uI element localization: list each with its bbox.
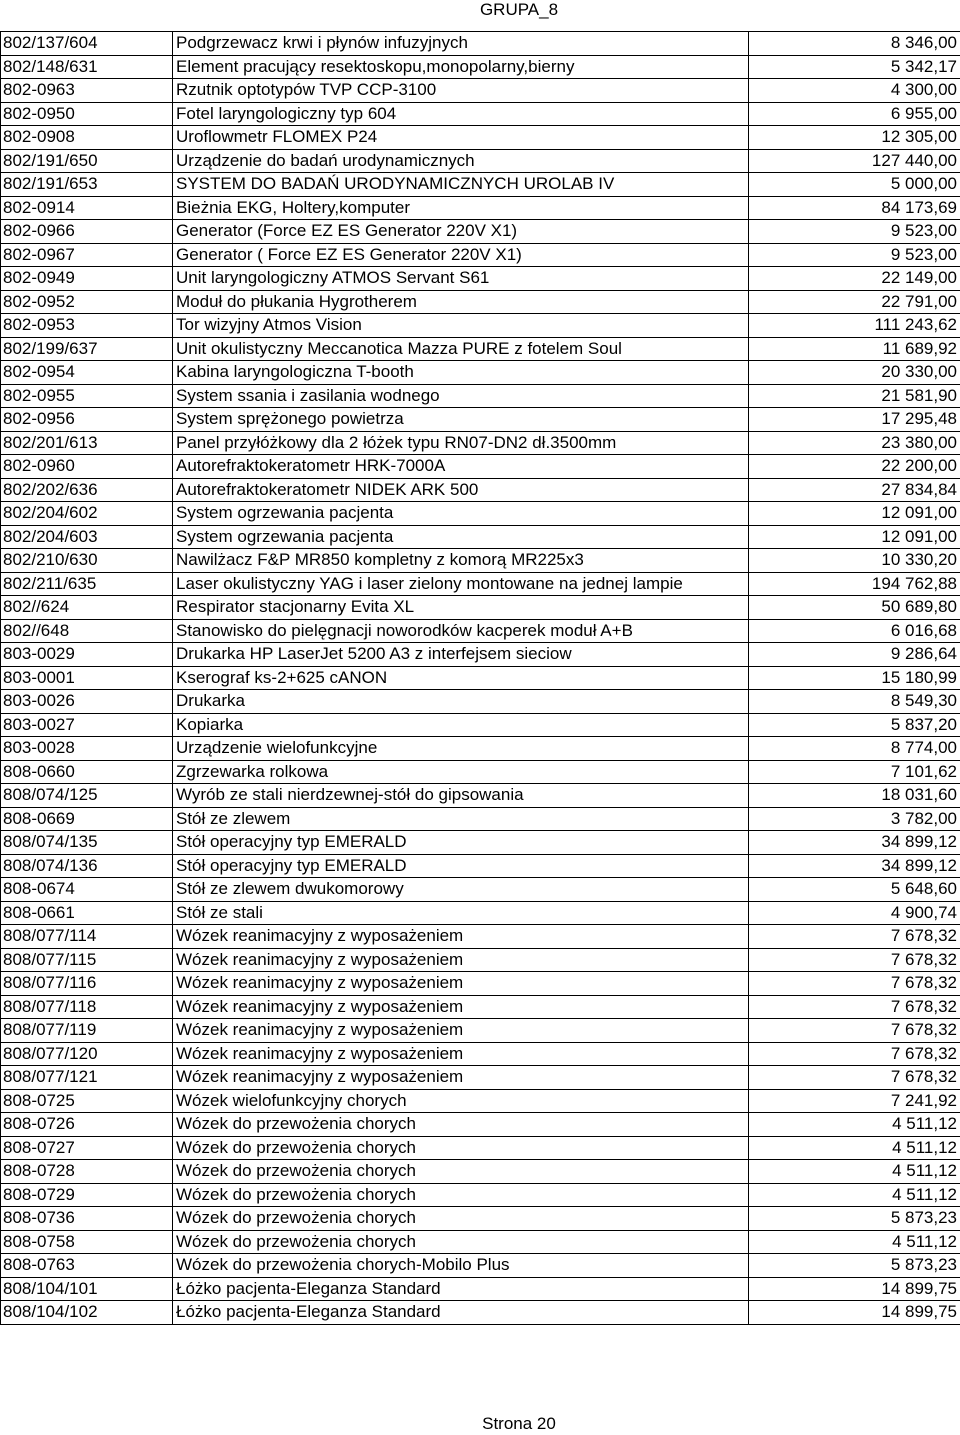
- item-name-cell: Kopiarka: [173, 713, 749, 737]
- item-value-cell: 84 173,69: [749, 196, 960, 220]
- table-row: [1, 408, 960, 432]
- item-name-cell: Wózek reanimacyjny z wyposażeniem: [173, 1042, 749, 1066]
- item-value-cell: 23 380,00: [749, 431, 960, 455]
- item-name-cell: Wózek do przewożenia chorych: [173, 1160, 749, 1184]
- item-value-cell: 8 549,30: [749, 690, 960, 714]
- item-name-cell: Wózek reanimacyjny z wyposażeniem: [173, 972, 749, 996]
- table-row: [1, 807, 960, 831]
- table-row: [1, 55, 960, 79]
- item-value-cell: 7 678,32: [749, 1042, 960, 1066]
- item-value-cell: 7 101,62: [749, 760, 960, 784]
- table-row: [1, 643, 960, 667]
- inventory-code-cell: 803-0001: [1, 666, 173, 690]
- inventory-code-cell: 808/104/102: [1, 1301, 173, 1325]
- item-name-cell: Unit okulistyczny Meccanotica Mazza PURE z fotelem Soul: [173, 337, 749, 361]
- item-value-cell: 9 523,00: [749, 220, 960, 244]
- item-value-cell: 9 286,64: [749, 643, 960, 667]
- item-name-cell: Wózek do przewożenia chorych: [173, 1183, 749, 1207]
- table-row: [1, 1019, 960, 1043]
- table-row: [1, 337, 960, 361]
- item-value-cell: 20 330,00: [749, 361, 960, 385]
- item-name-cell: Zgrzewarka rolkowa: [173, 760, 749, 784]
- item-value-cell: 8 346,00: [749, 32, 960, 56]
- inventory-code-cell: 802-0908: [1, 126, 173, 150]
- table-row: [1, 713, 960, 737]
- table-row: [1, 455, 960, 479]
- inventory-code-cell: 808/074/135: [1, 831, 173, 855]
- item-name-cell: Kabina laryngologiczna T-booth: [173, 361, 749, 385]
- item-value-cell: 7 678,32: [749, 948, 960, 972]
- inventory-code-cell: 803-0028: [1, 737, 173, 761]
- item-value-cell: 14 899,75: [749, 1277, 960, 1301]
- item-name-cell: Wózek reanimacyjny z wyposażeniem: [173, 1019, 749, 1043]
- item-name-cell: Stół ze zlewem: [173, 807, 749, 831]
- inventory-code-cell: 802/137/604: [1, 32, 173, 56]
- item-name-cell: Stanowisko do pielęgnacji noworodków kacperek moduł A+B: [173, 619, 749, 643]
- item-value-cell: 17 295,48: [749, 408, 960, 432]
- inventory-table-body: [1, 32, 960, 1325]
- inventory-code-cell: 808-0728: [1, 1160, 173, 1184]
- inventory-code-cell: 808-0669: [1, 807, 173, 831]
- item-value-cell: 5 342,17: [749, 55, 960, 79]
- item-name-cell: Wózek do przewożenia chorych: [173, 1113, 749, 1137]
- item-name-cell: System sprężonego powietrza: [173, 408, 749, 432]
- item-value-cell: 7 678,32: [749, 995, 960, 1019]
- item-value-cell: 111 243,62: [749, 314, 960, 338]
- item-value-cell: 7 678,32: [749, 1019, 960, 1043]
- page-number: Strona 20: [482, 1414, 556, 1433]
- table-row: [1, 1160, 960, 1184]
- table-row: [1, 972, 960, 996]
- table-row: [1, 1042, 960, 1066]
- item-value-cell: 15 180,99: [749, 666, 960, 690]
- table-row: [1, 149, 960, 173]
- table-row: [1, 1066, 960, 1090]
- item-name-cell: System ssania i zasilania wodnego: [173, 384, 749, 408]
- item-value-cell: 8 774,00: [749, 737, 960, 761]
- table-row: [1, 384, 960, 408]
- page-header: GRUPA_8: [479, 0, 559, 19]
- item-value-cell: 7 678,32: [749, 972, 960, 996]
- item-name-cell: Stół operacyjny typ EMERALD: [173, 854, 749, 878]
- item-value-cell: 4 300,00: [749, 79, 960, 103]
- inventory-code-cell: 802/210/630: [1, 549, 173, 573]
- inventory-code-cell: 808-0736: [1, 1207, 173, 1231]
- item-name-cell: System ogrzewania pacjenta: [173, 502, 749, 526]
- table-row: [1, 1089, 960, 1113]
- inventory-code-cell: 808/077/114: [1, 925, 173, 949]
- item-name-cell: Wózek reanimacyjny z wyposażeniem: [173, 948, 749, 972]
- item-value-cell: 5 873,23: [749, 1254, 960, 1278]
- inventory-code-cell: 802-0914: [1, 196, 173, 220]
- inventory-code-cell: 802//624: [1, 596, 173, 620]
- item-name-cell: Panel przyłóżkowy dla 2 łóżek typu RN07-DN2 dł.3500mm: [173, 431, 749, 455]
- inventory-code-cell: 808-0729: [1, 1183, 173, 1207]
- item-name-cell: System ogrzewania pacjenta: [173, 525, 749, 549]
- item-name-cell: Wózek wielofunkcyjny chorych: [173, 1089, 749, 1113]
- table-row: [1, 995, 960, 1019]
- item-value-cell: 7 241,92: [749, 1089, 960, 1113]
- inventory-code-cell: 802-0954: [1, 361, 173, 385]
- inventory-code-cell: 802-0966: [1, 220, 173, 244]
- inventory-code-cell: 803-0029: [1, 643, 173, 667]
- item-name-cell: Bieżnia EKG, Holtery,komputer: [173, 196, 749, 220]
- table-row: [1, 196, 960, 220]
- table-row: [1, 948, 960, 972]
- inventory-code-cell: 802-0963: [1, 79, 173, 103]
- item-name-cell: Stół ze stali: [173, 901, 749, 925]
- item-value-cell: 6 955,00: [749, 102, 960, 126]
- item-name-cell: Łóżko pacjenta-Eleganza Standard: [173, 1277, 749, 1301]
- table-row: [1, 1183, 960, 1207]
- item-name-cell: Wózek reanimacyjny z wyposażeniem: [173, 1066, 749, 1090]
- item-name-cell: Wózek reanimacyjny z wyposażeniem: [173, 995, 749, 1019]
- item-value-cell: 50 689,80: [749, 596, 960, 620]
- item-value-cell: 4 511,12: [749, 1113, 960, 1137]
- item-name-cell: Autorefraktokeratometr HRK-7000A: [173, 455, 749, 479]
- inventory-code-cell: 802-0949: [1, 267, 173, 291]
- table-row: [1, 361, 960, 385]
- item-value-cell: 4 511,12: [749, 1160, 960, 1184]
- item-name-cell: Drukarka HP LaserJet 5200 A3 z interfejsem sieciow: [173, 643, 749, 667]
- table-row: [1, 784, 960, 808]
- item-name-cell: Uroflowmetr FLOMEX P24: [173, 126, 749, 150]
- table-row: [1, 79, 960, 103]
- item-value-cell: 5 648,60: [749, 878, 960, 902]
- inventory-code-cell: 802-0967: [1, 243, 173, 267]
- inventory-code-cell: 808-0660: [1, 760, 173, 784]
- item-value-cell: 12 091,00: [749, 525, 960, 549]
- item-name-cell: Laser okulistyczny YAG i laser zielony montowane na jednej lampie: [173, 572, 749, 596]
- item-value-cell: 7 678,32: [749, 925, 960, 949]
- inventory-code-cell: 802-0953: [1, 314, 173, 338]
- item-value-cell: 4 511,12: [749, 1136, 960, 1160]
- item-name-cell: Tor wizyjny Atmos Vision: [173, 314, 749, 338]
- inventory-code-cell: 802/201/613: [1, 431, 173, 455]
- inventory-code-cell: 802/191/650: [1, 149, 173, 173]
- table-row: [1, 525, 960, 549]
- inventory-code-cell: 802/199/637: [1, 337, 173, 361]
- table-row: [1, 267, 960, 291]
- item-value-cell: 12 305,00: [749, 126, 960, 150]
- item-name-cell: Stół ze zlewem dwukomorowy: [173, 878, 749, 902]
- item-name-cell: Wózek do przewożenia chorych-Mobilo Plus: [173, 1254, 749, 1278]
- item-value-cell: 4 900,74: [749, 901, 960, 925]
- item-name-cell: Unit laryngologiczny ATMOS Servant S61: [173, 267, 749, 291]
- item-value-cell: 22 200,00: [749, 455, 960, 479]
- item-value-cell: 7 678,32: [749, 1066, 960, 1090]
- item-name-cell: Wyrób ze stali nierdzewnej-stół do gipsowania: [173, 784, 749, 808]
- inventory-table: [0, 31, 960, 1325]
- item-name-cell: Generator (Force EZ ES Generator 220V X1): [173, 220, 749, 244]
- table-row: [1, 1230, 960, 1254]
- table-row: [1, 572, 960, 596]
- inventory-code-cell: 802/148/631: [1, 55, 173, 79]
- table-row: [1, 173, 960, 197]
- inventory-code-cell: 803-0026: [1, 690, 173, 714]
- item-name-cell: Respirator stacjonarny Evita XL: [173, 596, 749, 620]
- item-value-cell: 22 791,00: [749, 290, 960, 314]
- item-value-cell: 4 511,12: [749, 1183, 960, 1207]
- item-name-cell: Wózek reanimacyjny z wyposażeniem: [173, 925, 749, 949]
- table-row: [1, 1254, 960, 1278]
- inventory-code-cell: 802/191/653: [1, 173, 173, 197]
- inventory-code-cell: 808/074/125: [1, 784, 173, 808]
- item-value-cell: 194 762,88: [749, 572, 960, 596]
- table-row: [1, 1136, 960, 1160]
- inventory-code-cell: 808/104/101: [1, 1277, 173, 1301]
- inventory-code-cell: 808/077/119: [1, 1019, 173, 1043]
- item-name-cell: Wózek do przewożenia chorych: [173, 1230, 749, 1254]
- table-row: [1, 690, 960, 714]
- item-name-cell: Kserograf ks-2+625 cANON: [173, 666, 749, 690]
- item-value-cell: 10 330,20: [749, 549, 960, 573]
- inventory-code-cell: 808-0661: [1, 901, 173, 925]
- table-row: [1, 1277, 960, 1301]
- item-name-cell: Element pracujący resektoskopu,monopolarny,bierny: [173, 55, 749, 79]
- item-name-cell: Moduł do płukania Hygrotherem: [173, 290, 749, 314]
- item-value-cell: 34 899,12: [749, 854, 960, 878]
- inventory-code-cell: 808-0763: [1, 1254, 173, 1278]
- table-row: [1, 925, 960, 949]
- inventory-code-cell: 802-0955: [1, 384, 173, 408]
- table-row: [1, 1207, 960, 1231]
- item-value-cell: 14 899,75: [749, 1301, 960, 1325]
- item-name-cell: SYSTEM DO BADAŃ URODYNAMICZNYCH UROLAB IV: [173, 173, 749, 197]
- item-name-cell: Wózek do przewożenia chorych: [173, 1207, 749, 1231]
- table-row: [1, 478, 960, 502]
- item-value-cell: 5 873,23: [749, 1207, 960, 1231]
- item-value-cell: 5 837,20: [749, 713, 960, 737]
- inventory-code-cell: 808-0674: [1, 878, 173, 902]
- item-value-cell: 27 834,84: [749, 478, 960, 502]
- item-value-cell: 127 440,00: [749, 149, 960, 173]
- inventory-code-cell: 803-0027: [1, 713, 173, 737]
- inventory-code-cell: 808/077/120: [1, 1042, 173, 1066]
- item-name-cell: Łóżko pacjenta-Eleganza Standard: [173, 1301, 749, 1325]
- item-value-cell: 22 149,00: [749, 267, 960, 291]
- table-row: [1, 243, 960, 267]
- table-row: [1, 314, 960, 338]
- table-row: [1, 1301, 960, 1325]
- table-row: [1, 220, 960, 244]
- table-row: [1, 666, 960, 690]
- table-row: [1, 32, 960, 56]
- inventory-code-cell: 802-0956: [1, 408, 173, 432]
- table-row: [1, 126, 960, 150]
- item-value-cell: 34 899,12: [749, 831, 960, 855]
- table-row: [1, 831, 960, 855]
- inventory-code-cell: 808-0727: [1, 1136, 173, 1160]
- table-row: [1, 431, 960, 455]
- item-name-cell: Urządzenie wielofunkcyjne: [173, 737, 749, 761]
- inventory-code-cell: 802/202/636: [1, 478, 173, 502]
- table-row: [1, 502, 960, 526]
- item-name-cell: Urządzenie do badań urodynamicznych: [173, 149, 749, 173]
- inventory-code-cell: 808/077/116: [1, 972, 173, 996]
- inventory-code-cell: 802/204/602: [1, 502, 173, 526]
- item-value-cell: 6 016,68: [749, 619, 960, 643]
- item-value-cell: 9 523,00: [749, 243, 960, 267]
- table-row: [1, 290, 960, 314]
- table-row: [1, 854, 960, 878]
- inventory-code-cell: 808/077/118: [1, 995, 173, 1019]
- table-row: [1, 760, 960, 784]
- item-name-cell: Rzutnik optotypów TVP CCP-3100: [173, 79, 749, 103]
- inventory-code-cell: 802/211/635: [1, 572, 173, 596]
- item-name-cell: Nawilżacz F&P MR850 kompletny z komorą MR225x3: [173, 549, 749, 573]
- inventory-code-cell: 808/077/121: [1, 1066, 173, 1090]
- inventory-code-cell: 808-0725: [1, 1089, 173, 1113]
- item-name-cell: Stół operacyjny typ EMERALD: [173, 831, 749, 855]
- inventory-code-cell: 802-0952: [1, 290, 173, 314]
- table-row: [1, 737, 960, 761]
- table-row: [1, 619, 960, 643]
- item-value-cell: 18 031,60: [749, 784, 960, 808]
- item-name-cell: Podgrzewacz krwi i płynów infuzyjnych: [173, 32, 749, 56]
- item-name-cell: Wózek do przewożenia chorych: [173, 1136, 749, 1160]
- item-name-cell: Generator ( Force EZ ES Generator 220V X1): [173, 243, 749, 267]
- table-row: [1, 878, 960, 902]
- inventory-code-cell: 802-0950: [1, 102, 173, 126]
- inventory-code-cell: 802/204/603: [1, 525, 173, 549]
- item-value-cell: 11 689,92: [749, 337, 960, 361]
- inventory-code-cell: 808/077/115: [1, 948, 173, 972]
- item-name-cell: Fotel laryngologiczny typ 604: [173, 102, 749, 126]
- item-name-cell: Drukarka: [173, 690, 749, 714]
- item-value-cell: 3 782,00: [749, 807, 960, 831]
- inventory-code-cell: 808-0758: [1, 1230, 173, 1254]
- inventory-code-cell: 808-0726: [1, 1113, 173, 1137]
- table-row: [1, 102, 960, 126]
- inventory-code-cell: 802//648: [1, 619, 173, 643]
- item-value-cell: 21 581,90: [749, 384, 960, 408]
- inventory-code-cell: 802-0960: [1, 455, 173, 479]
- table-row: [1, 549, 960, 573]
- inventory-code-cell: 808/074/136: [1, 854, 173, 878]
- item-value-cell: 5 000,00: [749, 173, 960, 197]
- table-row: [1, 901, 960, 925]
- table-row: [1, 596, 960, 620]
- item-name-cell: Autorefraktokeratometr NIDEK ARK 500: [173, 478, 749, 502]
- item-value-cell: 4 511,12: [749, 1230, 960, 1254]
- table-row: [1, 1113, 960, 1137]
- item-value-cell: 12 091,00: [749, 502, 960, 526]
